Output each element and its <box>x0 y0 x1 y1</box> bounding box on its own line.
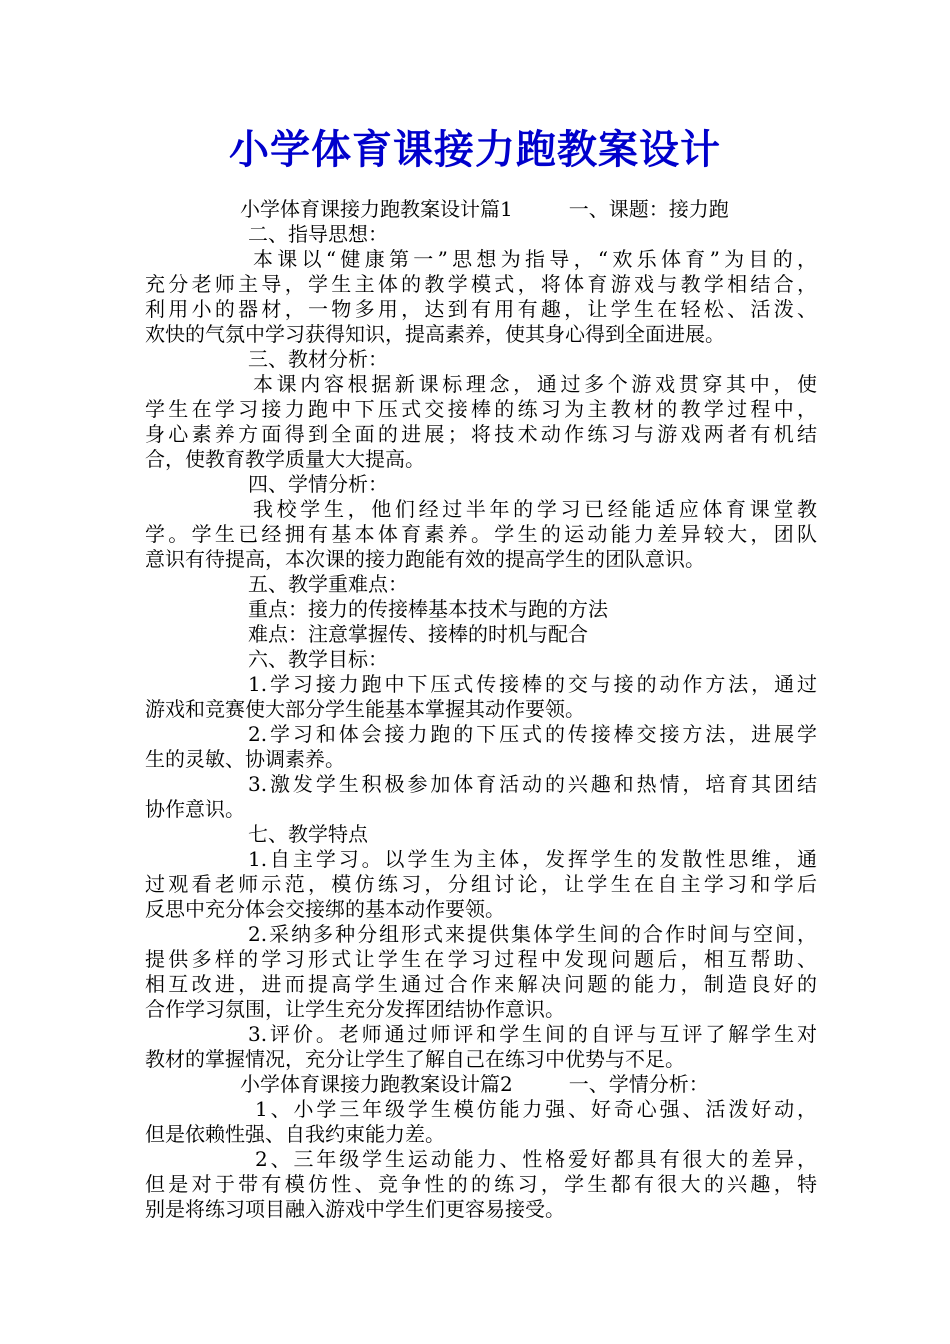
paragraph-line: 相互改进，进而提高学生通过合作来解决问题的能力，制造良好的 <box>145 972 817 996</box>
section-heading: 三、教材分析： <box>248 347 388 371</box>
paragraph-last-line: 协作意识。 <box>145 797 245 821</box>
paragraph-line: 充分老师主导，学生主体的教学模式，将体育游戏与教学相结合， <box>145 272 817 296</box>
numbered-item-line: 2.采纳多种分组形式来提供集体学生间的合作时间与空间， <box>248 922 817 946</box>
section-heading-line <box>145 197 817 222</box>
paragraph-line: 学生在学习接力跑中下压式交接棒的练习为主教材的教学过程中， <box>145 397 817 421</box>
paragraph-last-line: 但是依赖性强、自我约束能力差。 <box>145 1122 445 1146</box>
section-heading: 七、教学特点 <box>248 822 368 846</box>
numbered-item-line: 2、三年级学生运动能力、性格爱好都具有很大的差异， <box>255 1147 817 1171</box>
numbered-item-line: 2.学习和体会接力跑的下压式的传接棒交接方法，进展学 <box>248 722 817 746</box>
section-heading: 一、学情分析： <box>568 1072 709 1096</box>
document-title: 小学体育课接力跑教案设计 <box>229 126 721 173</box>
section-heading: 五、教学重难点： <box>248 572 408 596</box>
paragraph-line: 利用小的器材，一物多用，达到有用有趣，让学生在轻松、活泼、 <box>145 297 817 321</box>
paragraph-line: 过观看老师示范，模仿练习，分组讨论，让学生在自主学习和学后 <box>145 872 817 896</box>
paragraph-line: 但是对于带有模仿性、竞争性的的练习，学生都有很大的兴趣，特 <box>145 1172 817 1196</box>
numbered-item-line: 1.自主学习。以学生为主体，发挥学生的发散性思维，通 <box>248 847 817 871</box>
section-heading: 一、课题：接力跑 <box>568 197 729 221</box>
document-body <box>145 197 817 1222</box>
article-heading: 小学体育课接力跑教案设计篇2 <box>240 1072 513 1096</box>
section-heading: 六、教学目标： <box>248 647 388 671</box>
paragraph-last-line: 合作学习氛围，让学生充分发挥团结协作意识。 <box>145 997 565 1021</box>
section-heading: 四、学情分析： <box>248 472 388 496</box>
paragraph-line: 学。学生已经拥有基本体育素养。学生的运动能力差异较大，团队 <box>145 522 817 546</box>
section-heading: 重点：接力的传接棒基本技术与跑的方法 <box>248 597 608 621</box>
section-heading-line <box>145 1072 817 1097</box>
paragraph-last-line: 游戏和竞赛使大部分学生能基本掌握其动作要领。 <box>145 697 585 721</box>
paragraph-line: 身心素养方面得到全面的进展；将技术动作练习与游戏两者有机结 <box>145 422 817 446</box>
paragraph-last-line: 合，使教育教学质量大大提高。 <box>145 447 425 471</box>
paragraph-last-line: 别是将练习项目融入游戏中学生们更容易接受。 <box>145 1197 565 1221</box>
paragraph-last-line: 反思中充分体会交接绑的基本动作要领。 <box>145 897 505 921</box>
numbered-item-line: 1.学习接力跑中下压式传接棒的交与接的动作方法，通过 <box>248 672 817 696</box>
paragraph-last-line: 生的灵敏、协调素养。 <box>145 747 345 771</box>
paragraph-line: 提供多样的学习形式让学生在学习过程中发现问题后，相互帮助、 <box>145 947 817 971</box>
paragraph-line: 本课内容根据新课标理念，通过多个游戏贯穿其中，使 <box>253 372 817 396</box>
numbered-item-line: 3.激发学生积极参加体育活动的兴趣和热情，培育其团结 <box>248 772 817 796</box>
article-heading: 小学体育课接力跑教案设计篇1 <box>240 197 513 221</box>
paragraph-line: 本课以“健康第一”思想为指导，“欢乐体育”为目的， <box>253 247 817 271</box>
numbered-item-line: 1、小学三年级学生模仿能力强、好奇心强、活泼好动， <box>255 1097 817 1121</box>
numbered-item-line: 3.评价。老师通过师评和学生间的自评与互评了解学生对 <box>248 1022 817 1046</box>
paragraph-last-line: 欢快的气氛中学习获得知识，提高素养，使其身心得到全面进展。 <box>145 322 725 346</box>
paragraph-line: 我校学生，他们经过半年的学习已经能适应体育课堂教 <box>253 497 817 521</box>
paragraph-last-line: 教材的掌握情况，充分让学生了解自己在练习中优势与不足。 <box>145 1047 685 1071</box>
section-heading: 难点：注意掌握传、接棒的时机与配合 <box>248 622 588 646</box>
section-heading: 二、指导思想： <box>248 222 388 246</box>
paragraph-last-line: 意识有待提高，本次课的接力跑能有效的提高学生的团队意识。 <box>145 547 705 571</box>
